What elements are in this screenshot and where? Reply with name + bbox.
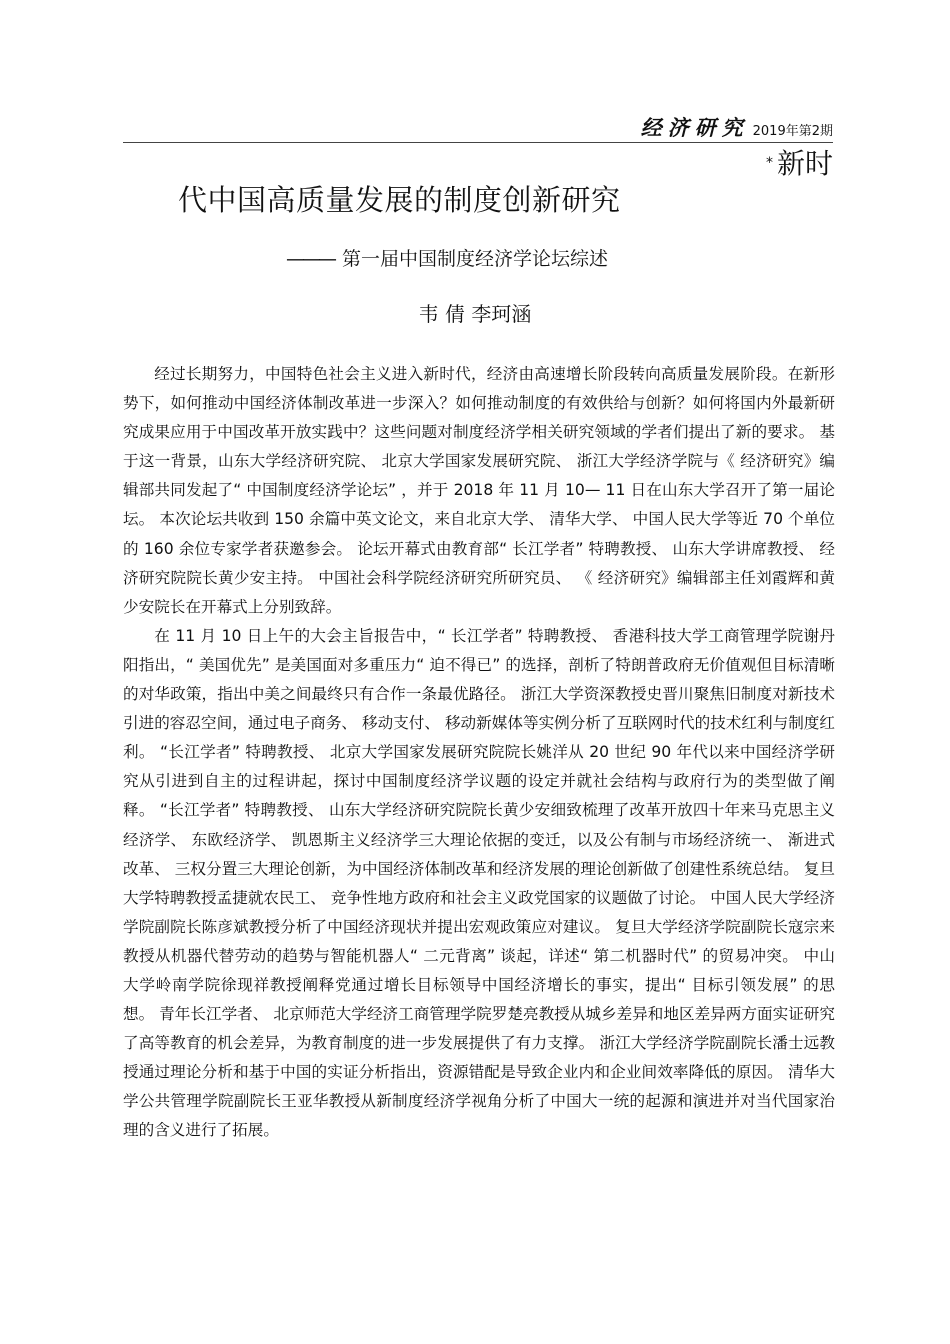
running-header — [123, 108, 833, 143]
title-first-line — [766, 142, 833, 182]
journal-masthead — [641, 112, 833, 142]
article-body — [123, 360, 835, 1146]
subtitle-text: 第一届中国制度经济学论坛综述 — [342, 248, 609, 270]
article-subtitle — [286, 244, 608, 271]
footnote-marker: * — [765, 155, 773, 171]
subtitle-dash: ——— — [286, 248, 334, 270]
paragraph: 在 11 月 10 日上午的大会主旨报告中，“ 长江学者” 特聘教授、 香港科技大学工商管理学院谢丹阳指出，“ 美国优先” 是美国面对多重压力“ 迫不得已” 的选择，剖析了特朗普政府无价值观但目标清晰的对华政策，指出中美之间最终只有合作一条最优路径。 浙江大学资深教授史晋川聚焦旧制度对新技术引进的容忍空间，通过电子商务、 移动支付、 移动新媒体等实例分析了互联网时代的技术红利与制度红利。 “长江学者” 特聘教授、 北京大学国家发展研究院院长姚洋从 20 世纪 90 年代以来中国经济学研究从引进到自主的过程讲起，探讨中国制度经济学议题的设定并就社会结构与政府行为的类型做了阐释。 “长江学者” 特聘教授、 山东大学经济研究院院长黄少安细致梳理了改革开放四十年来马克思主义经济学、 东欧经济学、 凯恩斯主义经济学三大理论依据的变迁，以及公有制与市场经济统一、 渐进式改革、 三权分置三大理论创新，为中国经济体制改革和经济发展的理论创新做了创建性系统总结。 复旦大学特聘教授孟捷就农民工、 竞争性地方政府和社会主义政党国家的议题做了讨论。 中国人民大学经济学院副院长陈彦斌教授分析了中国经济现状并提出宏观政策应对建议。 复旦大学经济学院副院长寇宗来教授从机器代替劳动的趋势与智能机器人“ 二元背离” 谈起，详述“ 第二机器时代” 的贸易冲突。 中山大学岭南学院徐现祥教授阐释党通过增长目标领导中国经济增长的事实，提出“ 目标引领发展” 的思想。 青年长江学者、 北京师范大学经济工商管理学院罗楚亮教授从城乡差异和地区差异两方面实证研究了高等教育的机会差异，为教育制度的进一步发展提供了有力支撑。 浙江大学经济学院副院长潘士远教授通过理论分析和基于中国的实证分析指出，资源错配是导致企业内和企业间效率降低的原因。 清华大学公共管理学院副院长王亚华教授从新制度经济学视角分析了中国大一统的起源和演进并对当代国家治理的含义进行了拓展。 — [123, 626, 835, 1140]
authors: 韦 倩 李珂涵 — [418, 302, 532, 326]
issue-label: 2019年第2期 — [752, 124, 833, 139]
title-tail-text: 新时 — [776, 147, 833, 180]
article-title: 代中国高质量发展的制度创新研究 — [178, 183, 621, 217]
journal-logo: 经济研究 — [640, 115, 749, 140]
paragraph: 经过长期努力，中国特色社会主义进入新时代，经济由高速增长阶段转向高质量发展阶段。在新形势下，如何推动中国经济体制改革进一步深入？如何推动制度的有效供给与创新？如何将国内外最新研究成果应用于中国改革开放实践中？这些问题对制度经济学相关研究领域的学者们提出了新的要求。 基于这一背景，山东大学经济研究院、 北京大学国家发展研究院、 浙江大学经济学院与《 经济研究》编辑部共同发起了“ 中国制度经济学论坛” ，并于 2018 年 11 月 10— 11 日在山东大学召开了第一届论坛。 本次论坛共收到 150 余篇中英文论文，来自北京大学、 清华大学、 中国人民大学等近 70 个单位的 160 余位专家学者获邀参会。 论坛开幕式由教育部“ 长江学者” 特聘教授、 山东大学讲席教授、 经济研究院院长黄少安主持。 中国社会科学院经济研究所研究员、 《 经济研究》编辑部主任刘霞辉和黄少安院长在开幕式上分别致辞。 — [123, 365, 835, 616]
